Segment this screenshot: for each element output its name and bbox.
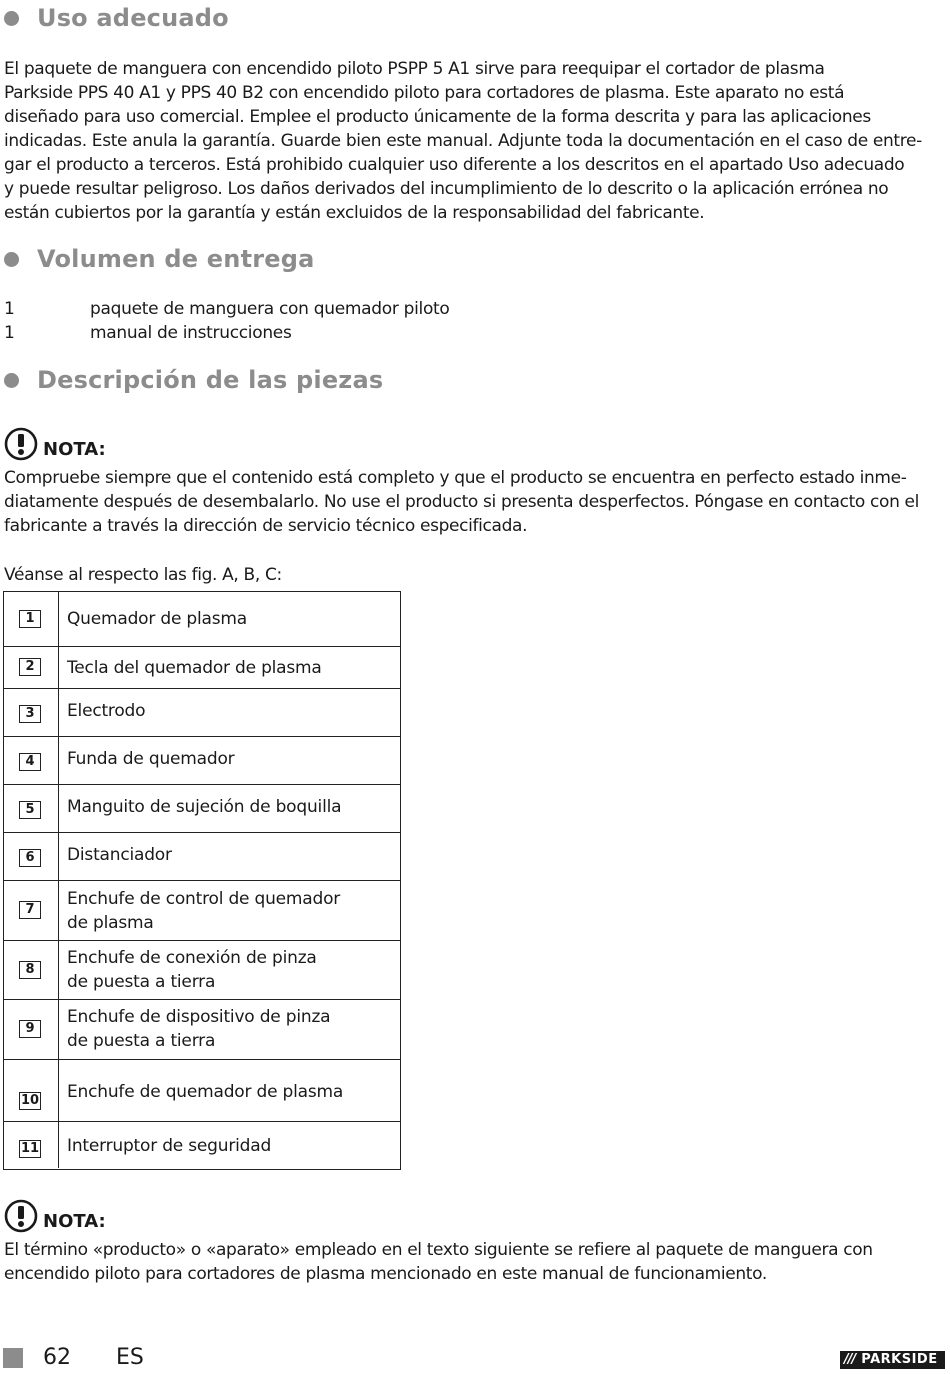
table-row (4, 592, 400, 647)
paragraph-line: gar el producto a terceros. Está prohibido cualquier uso diferente a los descritos en el apartado Uso adecuado (4, 155, 905, 175)
note-paragraph (4, 466, 919, 538)
part-number: 1 (19, 610, 41, 628)
part-name (67, 747, 234, 771)
section-heading-parts (4, 364, 383, 396)
part-number: 7 (19, 901, 41, 919)
part-number-cell (4, 592, 59, 646)
part-number-cell (4, 881, 59, 940)
part-name (67, 1080, 343, 1104)
part-name-line: Enchufe de quemador de plasma (67, 1082, 344, 1102)
part-number: 9 (19, 1020, 41, 1038)
table-row (4, 1000, 400, 1060)
bullet-icon (4, 373, 19, 388)
delivery-qty: 1 (4, 299, 15, 319)
part-name-line: Enchufe de control de quemador (67, 889, 341, 909)
part-name-line: Distanciador (67, 845, 172, 865)
paragraph-line: Véanse al respecto las fig. A, B, C: (4, 565, 282, 585)
paragraph-line: El paquete de manguera con encendido piloto PSPP 5 A1 sirve para reequipar el cortador de plasma (4, 59, 825, 79)
paragraph-line: y puede resultar peligroso. Los daños derivados del incumplimiento de lo descrito o la aplicación errónea no (4, 179, 889, 199)
table-row (4, 1060, 400, 1122)
table-row (4, 647, 400, 689)
section-heading-intended-use (4, 2, 229, 34)
part-name (67, 843, 172, 867)
heading-text: Descripción de las piezas (37, 366, 384, 394)
delivery-qty: 1 (4, 323, 15, 343)
part-number-cell (4, 1122, 59, 1168)
part-number: 2 (19, 658, 41, 676)
paragraph-line: encendido piloto para cortadores de plasma mencionado en este manual de funcionamiento. (4, 1264, 767, 1284)
bullet-icon (4, 252, 19, 267)
part-number: 4 (19, 753, 41, 771)
part-name (67, 795, 341, 819)
delivery-description: manual de instrucciones (90, 323, 292, 343)
part-number-cell (4, 941, 59, 999)
brand-name: PARKSIDE (861, 1352, 938, 1367)
brand-logo (840, 1351, 945, 1369)
part-name (67, 1005, 330, 1053)
part-number-cell (4, 833, 59, 880)
part-name-line: de plasma (67, 913, 154, 933)
heading-text: Volumen de entrega (37, 245, 315, 273)
part-number-cell (4, 1060, 59, 1121)
part-number-cell (4, 785, 59, 832)
table-row (4, 833, 400, 881)
footer-marker (3, 1348, 23, 1368)
part-number: 11 (20, 1141, 40, 1156)
part-name (67, 607, 247, 631)
part-number-cell (4, 1000, 59, 1059)
part-number-cell (4, 647, 59, 688)
part-number: 3 (19, 705, 41, 723)
part-name (67, 946, 317, 994)
note-label: NOTA: (43, 439, 106, 460)
part-name-line: de puesta a tierra (67, 972, 216, 992)
parts-table (3, 591, 401, 1170)
delivery-description: paquete de manguera con quemador piloto (90, 299, 450, 319)
paragraph-line: indicadas. Este anula la garantía. Guarde bien este manual. Adjunte toda la documentación en el caso de entre- (4, 131, 922, 151)
paragraph-line: Parkside PPS 40 A1 y PPS 40 B2 con encendido piloto para cortadores de plasma. Este aparato no está (4, 83, 845, 103)
exclamation-icon (4, 1199, 38, 1233)
table-row (4, 1122, 400, 1168)
part-name-line: Interruptor de seguridad (67, 1136, 272, 1156)
paragraph-line: El término «producto» o «aparato» empleado en el texto siguiente se refiere al paquete de manguera con (4, 1240, 873, 1260)
part-name-line: Funda de quemador (67, 749, 235, 769)
page-number: 62 (43, 1345, 71, 1370)
part-name (67, 656, 322, 680)
paragraph-line: diseñado para uso comercial. Emplee el producto únicamente de la forma descrita y para las aplicaciones (4, 107, 871, 127)
bullet-icon (4, 11, 19, 26)
paragraph-line: fabricante a través la dirección de servicio técnico especificada. (4, 516, 528, 536)
table-row (4, 689, 400, 737)
paragraph-line: Compruebe siempre que el contenido está completo y que el producto se encuentra en perfecto estado inme- (4, 468, 907, 488)
brand-mark: /// (844, 1352, 856, 1367)
part-name-line: Enchufe de dispositivo de pinza (67, 1007, 331, 1027)
part-number-cell (4, 689, 59, 736)
part-name (67, 887, 340, 935)
part-name-line: Tecla del quemador de plasma (67, 658, 322, 678)
part-number: 6 (19, 849, 41, 867)
part-number: 10 (20, 1093, 40, 1108)
table-row (4, 737, 400, 785)
part-name (67, 699, 145, 723)
table-row (4, 785, 400, 833)
part-name (67, 1134, 271, 1158)
heading-text: Uso adecuado (37, 4, 229, 32)
note-paragraph (4, 1238, 873, 1286)
paragraph-line: diatamente después de desembalarlo. No use el producto si presenta desperfectos. Póngase en contacto con el (4, 492, 920, 512)
exclamation-icon (4, 427, 38, 461)
paragraph-line: están cubiertos por la garantía y están excluidos de la responsabilidad del fabricante. (4, 203, 705, 223)
part-name-line: Electrodo (67, 701, 146, 721)
part-number-cell (4, 737, 59, 784)
part-name-line: Manguito de sujeción de boquilla (67, 797, 342, 817)
part-name-line: Enchufe de conexión de pinza (67, 948, 317, 968)
part-name-line: de puesta a tierra (67, 1031, 216, 1051)
intended-use-paragraph (4, 57, 922, 225)
see-figures-text (4, 563, 282, 587)
part-number: 8 (19, 961, 41, 979)
section-heading-delivery (4, 243, 315, 275)
part-number: 5 (19, 801, 41, 819)
language-code: ES (116, 1345, 144, 1370)
part-name-line: Quemador de plasma (67, 609, 247, 629)
table-row (4, 881, 400, 941)
note-label: NOTA: (43, 1211, 106, 1232)
table-row (4, 941, 400, 1000)
